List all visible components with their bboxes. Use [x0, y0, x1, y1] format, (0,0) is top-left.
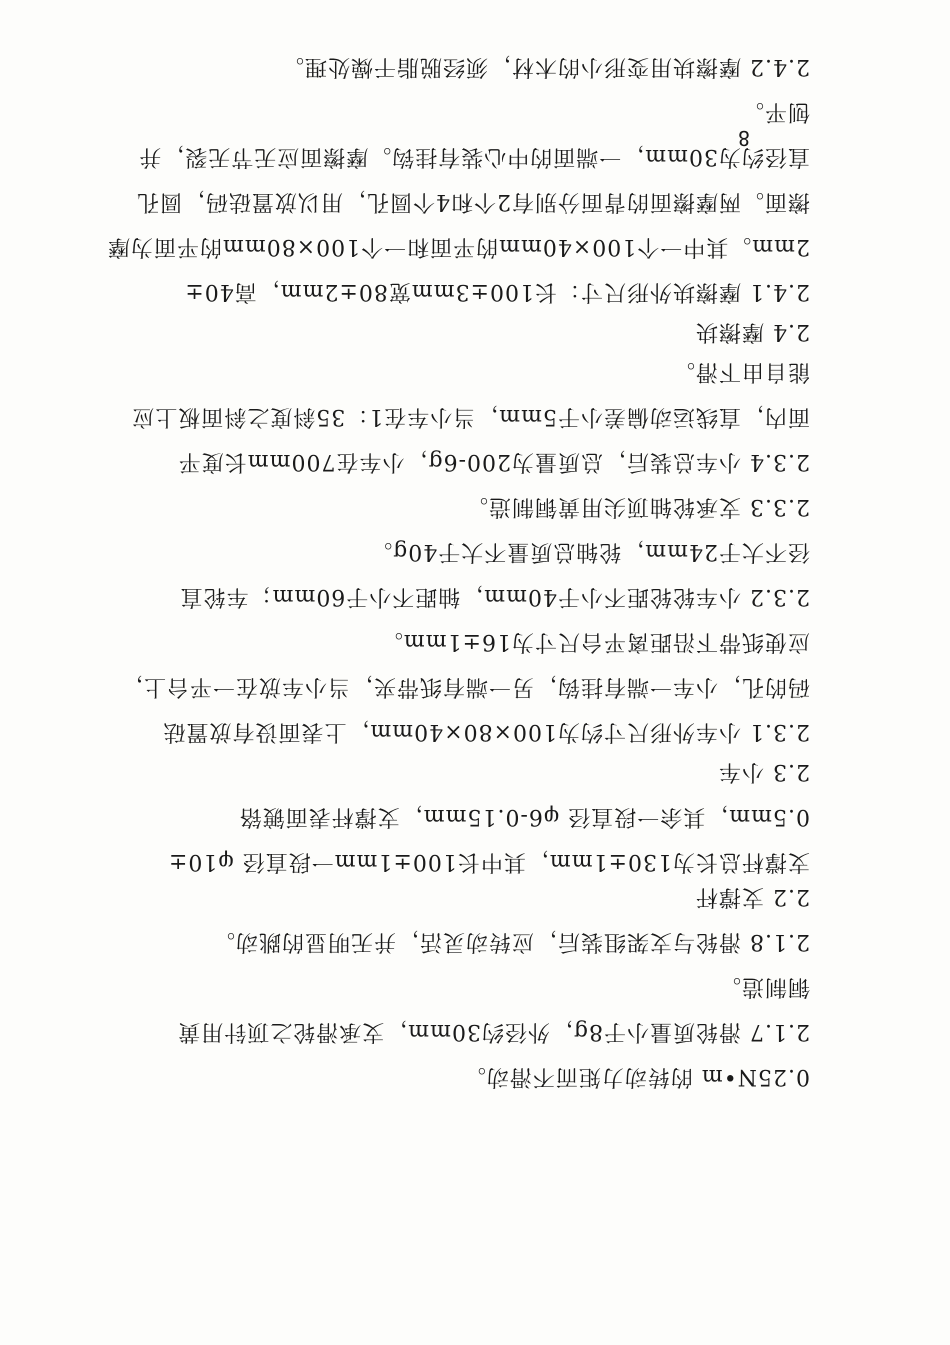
text-line: 直径约为30mm，一端面的中心装有挂钩。摩擦面应无节无裂，并	[138, 144, 810, 169]
section-heading: 2.3 小车	[718, 759, 810, 784]
text-line: 径不大于24mm，轮轴总质量不大于40g。	[369, 539, 810, 564]
text-line: 应使纸带下沿距离平台尺寸为16±1mm。	[379, 629, 810, 654]
text-line: 铜制造。	[717, 974, 810, 999]
text-line: 2.3.3 支承轮轴顶尖用黄铜制造。	[465, 494, 810, 519]
page-number: 8	[737, 126, 750, 150]
text-line: 0.5mm，其余一段直径 φ6-0.15mm，支撑杆表面镀铬	[238, 804, 810, 829]
text-line: 面内，直线运动偏差小于5mm，当小车在1：35斜度之斜面板上应	[131, 404, 810, 429]
text-line: 码的孔，小车一端有挂钩，另一端有纸带夹，当小车放在一平台上，	[119, 674, 810, 699]
text-line: 2.3.4 小车总装后，总质量为200-6g，小车在700mm长度平	[177, 449, 810, 474]
text-line: 擦面。两摩擦面的背面分别有2个和4个圆孔，用以放置砝码，圆孔	[136, 189, 810, 214]
text-line: 2.4.1 摩擦块外形尺寸：长100±3mm宽80±2mm，高40±	[184, 279, 810, 304]
text-line: 2.1.8 滑轮与支架组装后，应转动灵活，并无明显的跳动。	[212, 929, 810, 954]
section-heading: 2.4 摩擦块	[695, 319, 810, 344]
text-line: 刨平。	[740, 99, 810, 124]
text-line: 能自由下滑。	[671, 359, 810, 384]
text-line: 0.25N•m 的转动力矩而不滑动。	[462, 1064, 810, 1089]
text-line: 2.3.2 小车轮轮距不小于40mm，轴距不小于60mm；车轮直	[179, 584, 810, 609]
section-heading: 2.2 支撑杆	[695, 884, 810, 909]
text-line: 2.3.1 小车外形尺寸约为100×80×40mm，上表面设有放置砝	[162, 719, 810, 744]
text-line: 2mm。其中一个100×40mm的平面和一个100×80mm的平面为摩	[106, 234, 810, 259]
text-line: 支撑杆总长为130±1mm，其中长100±1mm一段直径 φ10±	[167, 849, 810, 874]
text-line: 2.1.7 滑轮质量小于8g，外径约30mm，支承滑轮之顶针用黄	[177, 1019, 810, 1044]
text-line: 2.4.2 摩擦块用变形小的木材，须经脱脂干燥处理。	[281, 54, 810, 79]
